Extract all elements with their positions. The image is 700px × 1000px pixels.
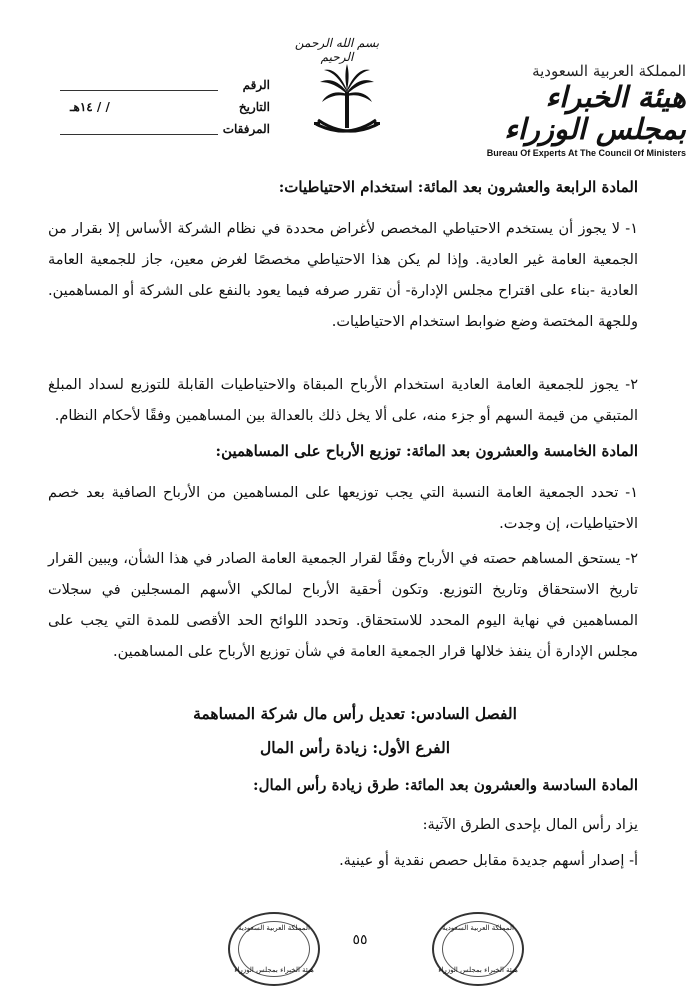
number-line [60, 90, 218, 91]
kingdom-name: المملكة العربية السعودية [532, 62, 686, 80]
authority-name: هيئة الخبراء بمجلس الوزراء [504, 80, 686, 146]
article-126-intro: يزاد رأس المال بإحدى الطرق الآتية: [422, 817, 638, 833]
seal-text: المملكة العربية السعودية [442, 924, 514, 932]
article-124-paragraph-1: ١- لا يجوز أن يستخدم الاحتياطي المخصص لأغراض محددة في نظام الشركة الأساس إلا بقرار من الجمعية العامة غير العادية. وإذا لم يكن هذا الاحتياطي مخصصًا لغرض معين، جاز للجمعية العامة العادية -بناء على اقتراح مجلس الإدارة- أن تقرر صرفه فيما يعود بالنفع على الشركة أو المساهمين. وللجهة المختصة وضع ضوابط استخدام الاحتياطيات. [48, 221, 638, 330]
letterhead [450, 62, 686, 158]
seal-subtext: هيئة الخبراء بمجلس الوزراء [438, 966, 518, 974]
article-125-paragraph-1: ١- تحدد الجمعية العامة النسبة التي يجب توزيعها على المساهمين من الأرباح الصافية بعد خصم الاحتياطيات، إن وجدت. [48, 485, 638, 532]
article-126-item-a: أ- إصدار أسهم جديدة مقابل حصص نقدية أو عينية. [339, 853, 638, 869]
authority-name-english: Bureau Of Experts At The Council Of Ministers [486, 147, 686, 158]
article-126-heading: المادة السادسة والعشرون بعد المائة: طرق زيادة رأس المال: [253, 776, 638, 794]
section-1-title: الفرع الأول: زيادة رأس المال [259, 738, 451, 757]
date-label: التاريخ [238, 100, 270, 114]
official-seal-right [432, 912, 524, 986]
attachments-line [60, 134, 218, 135]
number-label: الرقم [242, 78, 270, 92]
number-row [60, 78, 270, 100]
date-value: / / ١٤هـ [70, 100, 110, 114]
attachments-row [60, 122, 270, 144]
article-125-heading: المادة الخامسة والعشرون بعد المائة: توزيع الأرباح على المساهمين: [215, 442, 638, 460]
article-125-paragraph-2: ٢- يستحق المساهم حصته في الأرباح وفقًا لقرار الجمعية العامة الصادر في هذا الشأن، ويبين القرار تاريخ الاستحقاق وتاريخ التوزيع. وتكون أحقية الأرباح لمالكي الأسهم المسجلين في سجلات المساهمين في نهاية اليوم المحدد للاستحقاق. وتحدد اللوائح الحد الأقصى للمدة التي يجب على مجلس الإدارة أن ينفذ خلالها قرار الجمعية العامة في شأن توزيع الأرباح على المساهمين. [48, 551, 638, 660]
seal-text: المملكة العربية السعودية [238, 924, 310, 932]
article-124-heading: المادة الرابعة والعشرون بعد المائة: استخدام الاحتياطيات: [278, 178, 638, 196]
chapter-6-title: الفصل السادس: تعديل رأس مال شركة المساهمة [193, 704, 517, 723]
basmala: بسم الله الرحمن الرحيم [294, 36, 380, 64]
page-number: ٥٥ [352, 932, 368, 948]
reference-fields [60, 78, 270, 144]
date-row [60, 100, 270, 122]
seal-subtext: هيئة الخبراء بمجلس الوزراء [234, 966, 314, 974]
article-124-paragraph-2: ٢- يجوز للجمعية العامة العادية استخدام الأرباح المبقاة والاحتياطيات القابلة للتوزيع لسداد المبلغ المتبقي من قيمة السهم أو جزء منه، على ألا يخل ذلك بالعدالة بين المساهمين وفقًا لأحكام النظام. [48, 377, 638, 424]
official-seal-left [228, 912, 320, 986]
attachments-label: المرفقات [222, 122, 270, 136]
saudi-emblem-icon [310, 62, 384, 144]
